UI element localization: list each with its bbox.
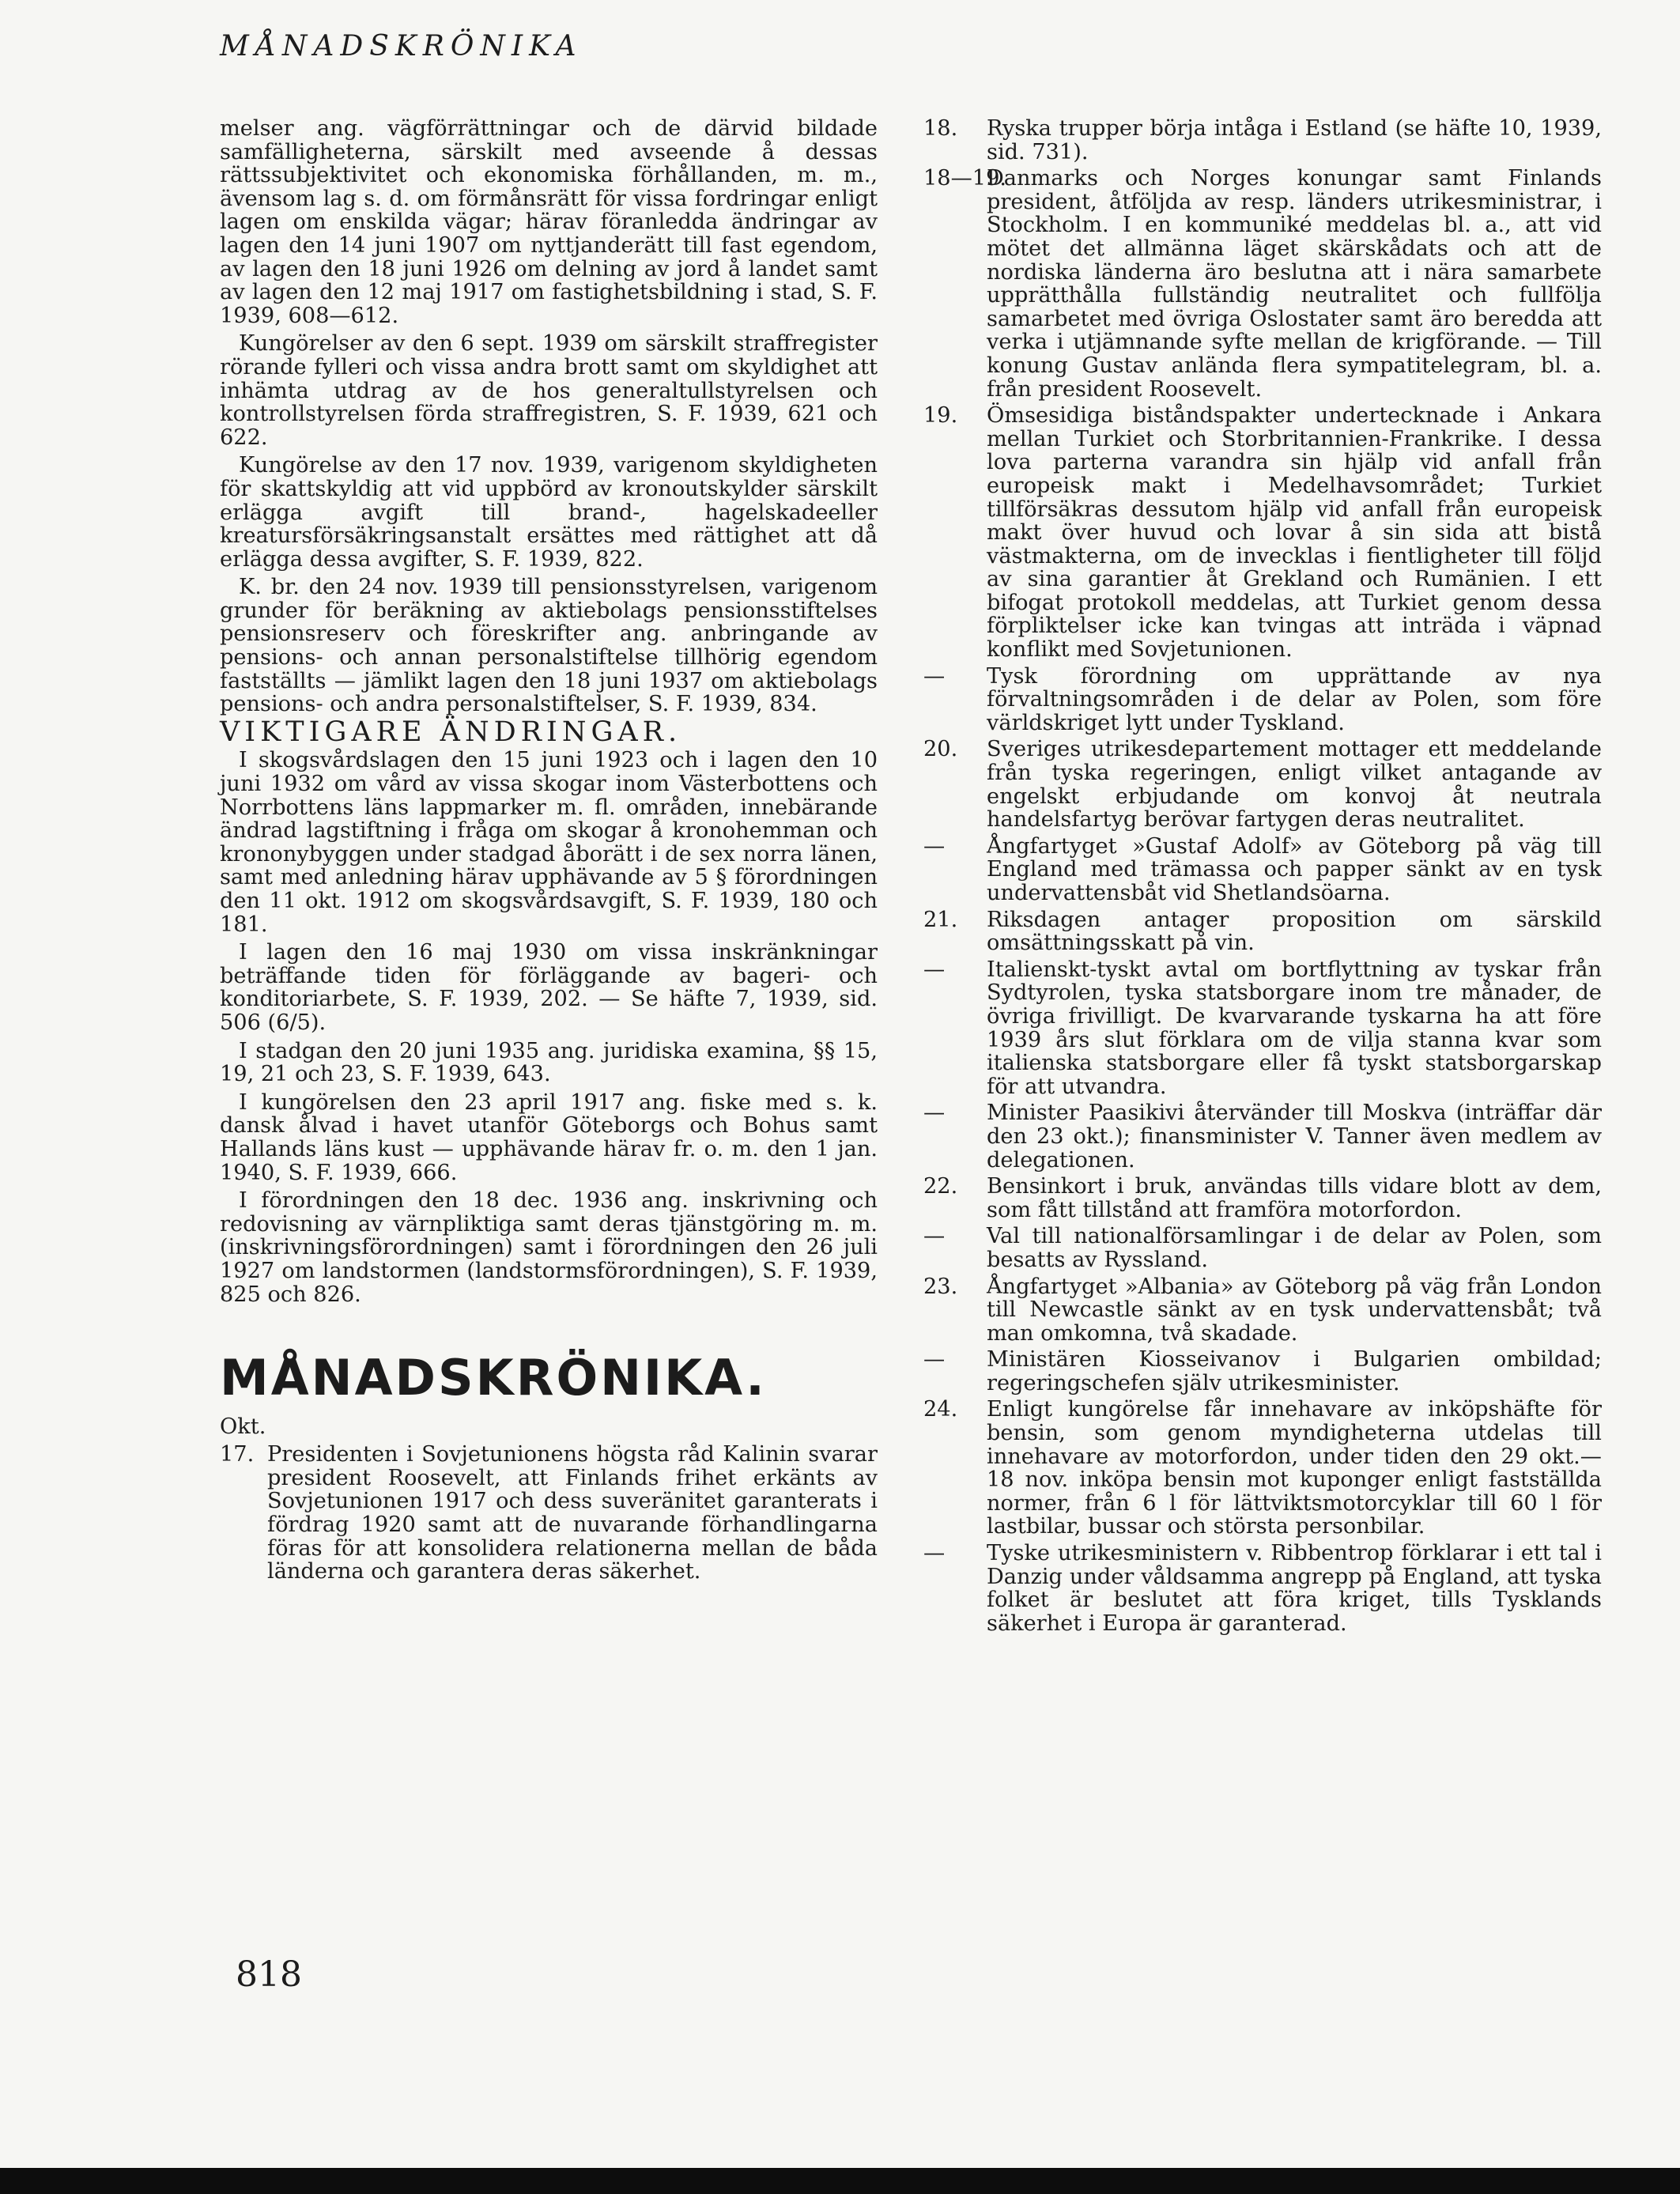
chronicle-entry bbox=[923, 1398, 1602, 1539]
entry-date: 17. bbox=[220, 1442, 255, 1467]
section-heading: VIKTIGARE ÄNDRINGAR. bbox=[220, 716, 682, 748]
entry-text: Ministären Kiosseivanov i Bulgarien ombildad; regeringschefen själv utrikesminister. bbox=[987, 1347, 1602, 1395]
chronicle-entry bbox=[923, 1542, 1602, 1635]
chronicle-entry bbox=[923, 665, 1602, 735]
change-paragraph: I förordningen den 18 dec. 1936 ang. inskrivning och redovisning av värnpliktiga samt deras tjänstgöring m. m. (inskrivningsförordningen) samt i förordningen den 26 juli 1927 om landstormen (landstormsförordningen), S. F. 1939, 825 och 826. bbox=[220, 1188, 878, 1307]
right-column bbox=[923, 117, 1602, 1638]
chronicle-entry bbox=[923, 1101, 1602, 1172]
entry-date: — bbox=[923, 833, 946, 859]
entry-text: Presidenten i Sovjetunionens högsta råd Kalinin svarar president Roosevelt, att Finlands frihet erkänts av Sovjetunionen 1917 och dess suveränitet garanterats i fördrag 1920 samt att de nuvarande förhandlingarna föras för att konsolidera relationerna mellan de båda länderna och garantera deras säkerhet. bbox=[267, 1442, 878, 1584]
entry-date: 22. bbox=[923, 1174, 958, 1199]
chronicle-entry bbox=[923, 117, 1602, 164]
entry-text: Enligt kungörelse får innehavare av inköpshäfte för bensin, som genom myndigheterna utdelas till innehavare av motorfordon, under tiden den 29 okt.—18 nov. inköpa bensin mot kuponger enligt fastställda normer, från 6 l för lättviktsmotorcyklar till 60 l för lastbilar, bussar och största personbilar. bbox=[987, 1397, 1602, 1539]
entry-text: Italienskt-tyskt avtal om bortflyttning av tyskar från Sydtyrolen, tyska statsborgare inom tre månader, de övriga frivilligt. De kvarvarande tyskarna ha att före 1939 års slut förklara om de vilja stanna kvar som italienska statsborgare eller få tyskt statsborgarskap för att utvandra. bbox=[987, 957, 1602, 1099]
chronicle-entry bbox=[923, 1175, 1602, 1222]
month-label: Okt. bbox=[220, 1414, 266, 1439]
entry-text: Tysk förordning om upprättande av nya förvaltningsområden i de delar av Polen, som före världskriget lytt under Tyskland. bbox=[987, 663, 1602, 735]
entry-date: 21. bbox=[923, 907, 958, 932]
entry-date: — bbox=[923, 1541, 946, 1566]
entry-text: Ångfartyget »Gustaf Adolf» av Göteborg på väg till England med trämassa och papper sänkt av en tysk undervattensbåt vid Shetlandsöarna. bbox=[987, 833, 1602, 905]
page-number: 818 bbox=[236, 1954, 302, 1995]
paragraph: Kungörelse av den 17 nov. 1939, varigenom skyldigheten för skattskyldig att vid uppbörd av kronoutskylder särskilt erlägga avgift till brand-, hagelskadeeller kreatursförsäkringsanstalt ersättes med rättighet att då erlägga dessa avgifter, S. F. 1939, 822. bbox=[220, 453, 878, 572]
chronicle-entry bbox=[923, 1348, 1602, 1395]
entry-text: Riksdagen antager proposition om särskild omsättningsskatt på vin. bbox=[987, 907, 1602, 956]
change-paragraph: I stadgan den 20 juni 1935 ang. juridiska examina, §§ 15, 19, 21 och 23, S. F. 1939, 643. bbox=[220, 1038, 878, 1087]
running-head: MÅNADSKRÖNIKA bbox=[220, 30, 583, 62]
change-paragraph: I lagen den 16 maj 1930 om vissa inskränkningar beträffande tiden för förläggande av bageri- och konditoriarbete, S. F. 1939, 202. — Se häfte 7, 1939, sid. 506 (6/5). bbox=[220, 940, 878, 1035]
entry-date: 23. bbox=[923, 1274, 958, 1299]
scan-border bbox=[0, 2168, 1680, 2194]
entry-date: 19. bbox=[923, 403, 958, 429]
change-paragraph: I skogsvårdslagen den 15 juni 1923 och i lagen den 10 juni 1932 om vård av vissa skogar inom Västerbottens och Norrbottens läns lappmarker m. fl. områden, innebärande ändrad lagstiftning i fråga om skogar å kronohemman och krononybyggen under stadgad åborätt i de sex norra länen, samt med anledning härav upphävande av 5 § förordningen den 11 okt. 1912 om skogsvårdsavgift, S. F. 1939, 180 och 181. bbox=[220, 748, 878, 937]
entry-date: — bbox=[923, 957, 946, 982]
entry-date: 18—19. bbox=[923, 166, 1007, 191]
entry-date: — bbox=[923, 1224, 946, 1249]
entry-date: — bbox=[923, 663, 946, 689]
entry-text: Ömsesidiga biståndspakter undertecknade i Ankara mellan Turkiet och Storbritannien-Frankrike. I dessa lova parterna varandra sin hjälp vid anfall från europeisk makt i Medelhavsområdet; Turkiet tillförsäkras dessutom hjälp vid anfall från europeisk makt över huvud och lovar å sin sida att bistå västmakterna, om de invecklas i fientligheter till följd av sina garantier åt Grekland och Rumänien. I ett bifogat protokoll meddelas, att Turkiet genom dessa förpliktelser icke kan tvingas att inträda i väpnad konflikt med Sovjetunionen. bbox=[987, 403, 1602, 663]
left-column bbox=[220, 117, 878, 1587]
chronicle-entry bbox=[923, 908, 1602, 955]
entry-text: Tyske utrikesministern v. Ribbentrop förklarar i ett tal i Danzig under våldsamma angrepp på England, att tyska folket är beslutet att föra kriget, tills Tysklands säkerhet i Europa är garanterad. bbox=[987, 1541, 1602, 1636]
entry-date: — bbox=[923, 1347, 946, 1373]
chronicle-entry bbox=[923, 738, 1602, 831]
chronicle-entry bbox=[923, 1275, 1602, 1346]
chronicle-title: MÅNADSKRÖNIKA. bbox=[220, 1349, 767, 1407]
entry-text: Minister Paasikivi återvänder till Moskva (inträffar där den 23 okt.); finansminister V. Tanner även medlem av delegationen. bbox=[987, 1101, 1602, 1173]
entry-date: 20. bbox=[923, 737, 958, 762]
chronicle-entry bbox=[923, 167, 1602, 401]
entry-text: Danmarks och Norges konungar samt Finlands president, åtföljda av resp. länders utrikesministrar, i Stockholm. I en kommuniké meddelas bl. a., att vid mötet det allmänna läget skärskådats och att de nordiska länderna äro beslutna att i nära samarbete upprätthålla fullständig neutralitet och fullfölja samarbetet med övriga Oslostater samt äro beredda att verka i utjämnande syfte mellan de krigförande. — Till konung Gustav anlända flera sympatitelegram, bl. a. från president Roosevelt. bbox=[987, 166, 1602, 402]
chronicle-entry bbox=[923, 958, 1602, 1099]
paragraph: Kungörelser av den 6 sept. 1939 om särskilt straffregister rörande fylleri och vissa andra brott samt om skyldighet att inhämta utdrag av de hos generaltullstyrelsen och kontrollstyrelsen förda straffregistren, S. F. 1939, 621 och 622. bbox=[220, 331, 878, 450]
chronicle-entry bbox=[220, 1443, 878, 1584]
entry-date: — bbox=[923, 1101, 946, 1126]
entry-date: 24. bbox=[923, 1397, 958, 1422]
chronicle-entry bbox=[923, 835, 1602, 905]
chronicle-entry bbox=[923, 404, 1602, 662]
chronicle-entry bbox=[923, 1225, 1602, 1271]
change-paragraph: I kungörelsen den 23 april 1917 ang. fiske med s. k. dansk ålvad i havet utanför Göteborgs och Bohus samt Hallands läns kust — upphävande härav fr. o. m. den 1 jan. 1940, S. F. 1939, 666. bbox=[220, 1089, 878, 1185]
paragraph: K. br. den 24 nov. 1939 till pensionsstyrelsen, varigenom grunder för beräkning av aktiebolags pensionsstiftelses pensionsreserv och föreskrifter ang. anbringande av pensions- och annan personalstiftelse tillhörig egendom fastställts — jämlikt lagen den 18 juni 1937 om aktiebolags pensions- och andra personalstiftelser, S. F. 1939, 834. bbox=[220, 575, 878, 717]
entry-text: Bensinkort i bruk, användas tills vidare blott av dem, som fått tillstånd att framföra motorfordon. bbox=[987, 1174, 1602, 1222]
entry-text: Val till nationalförsamlingar i de delar av Polen, som besatts av Ryssland. bbox=[987, 1224, 1602, 1272]
entry-text: Sveriges utrikesdepartement mottager ett meddelande från tyska regeringen, enligt vilket antagande av engelskt erbjudande om konvoj åt neutrala handelsfartyg berövar fartygen deras neutralitet. bbox=[987, 737, 1602, 833]
paragraph: melser ang. vägförrättningar och de därvid bildade samfälligheterna, särskilt med avseende å dessas rättssubjektivitet och ekonomiska förhållanden, m. m., ävensom lag s. d. om förmånsrätt för vissa fordringar enligt lagen om enskilda vägar; härav föranledda ändringar av lagen den 14 juni 1907 om nyttjanderätt till fast egendom, av lagen den 18 juni 1926 om delning av jord å landet samt av lagen den 12 maj 1917 om fastighetsbildning i stad, S. F. 1939, 608—612. bbox=[220, 116, 878, 328]
entry-text: Ångfartyget »Albania» av Göteborg på väg från London till Newcastle sänkt av en tysk undervattensbåt; två man omkomna, två skadade. bbox=[987, 1274, 1602, 1346]
entry-date: 18. bbox=[923, 116, 958, 141]
entry-text: Ryska trupper börja intåga i Estland (se häfte 10, 1939, sid. 731). bbox=[987, 116, 1602, 164]
